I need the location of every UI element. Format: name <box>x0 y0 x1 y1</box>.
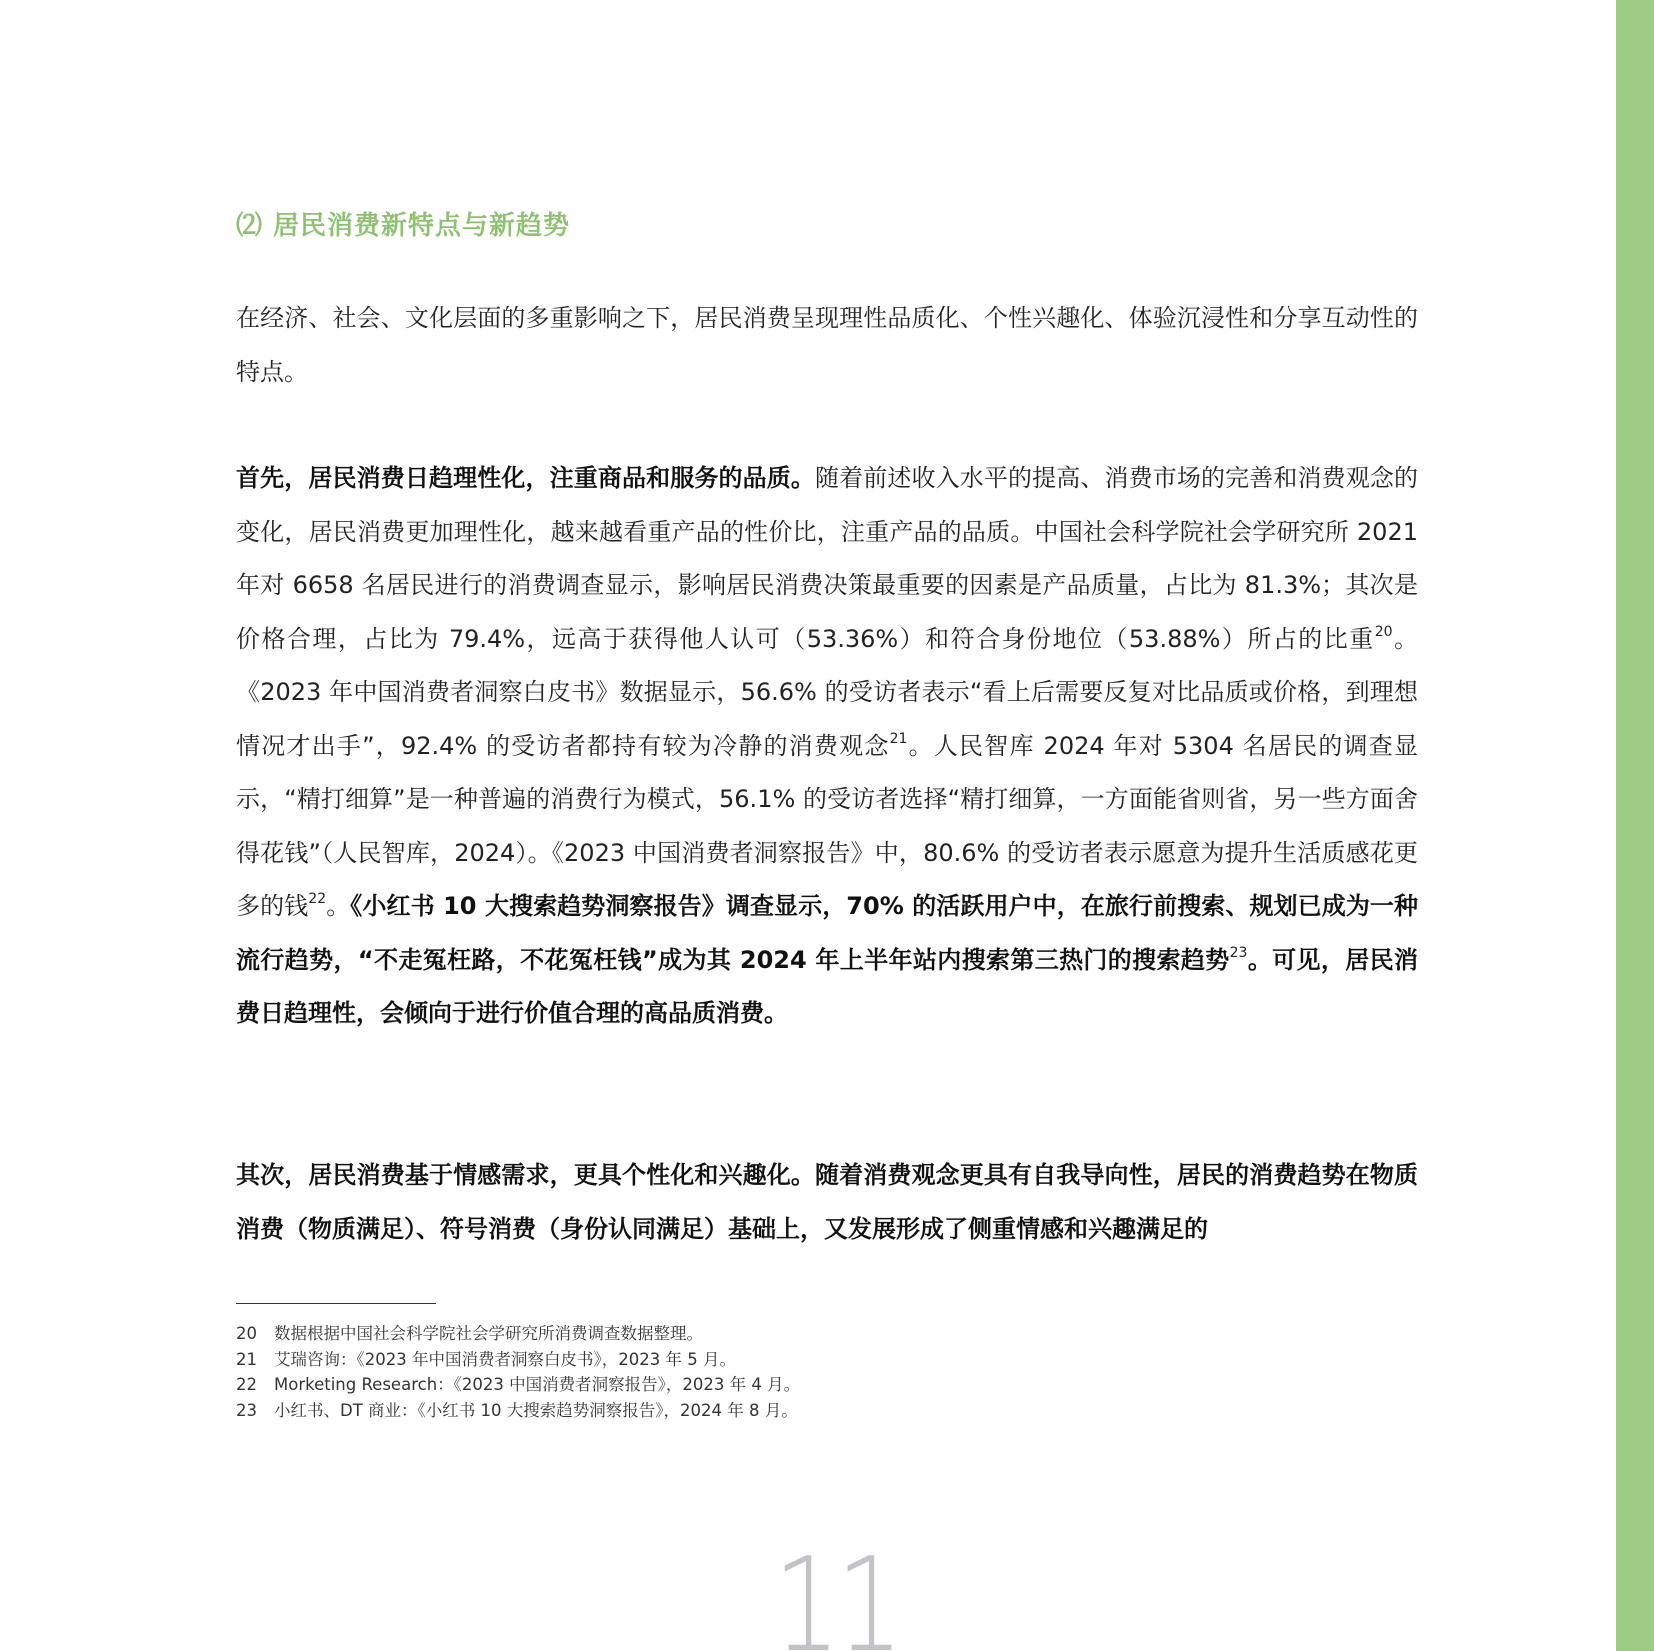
footnote-ref-20[interactable]: 20 <box>1374 623 1393 640</box>
second-text-bold: 其次，居民消费基于情感需求，更具个性化和兴趣化。随着消费观念更具有自我导向性，居民的消费趋势在物质消费（物质满足）、符号消费（身份认同满足）基础上，又发展形成了侧重情感和兴趣满足的 <box>236 1161 1418 1243</box>
first-lead-bold: 首先，居民消费日趋理性化，注重商品和服务的品质。 <box>236 464 815 492</box>
footnote-divider <box>236 1303 436 1304</box>
footnote-text: 数据根据中国社会科学院社会学研究所消费调查数据整理。 <box>274 1324 703 1343</box>
footnote-ref-21[interactable]: 21 <box>889 730 908 747</box>
first-text-3: 。人民智库 2024 年对 5304 名居民的调查显示，“精打细算”是一种普遍的消费行为模式，56.1% 的受访者选择“精打细算，一方面能省则省，另一些方面舍得花钱”（人民智库，2024）。《2023 中国消费者洞察报告》中，80.6% 的受访者表示愿意为提升生活质感花更多的钱 <box>236 731 1418 920</box>
first-bold-1: 《小红书 10 大搜索趋势洞察报告》调查显示，70% 的活跃用户中，在旅行前搜索、规划已成为一种流行趋势，“不走冤枉路，不花冤枉钱”成为其 2024 年上半年站内搜索第三热门的搜索趋势 <box>236 892 1419 974</box>
section-heading: ⑵ 居民消费新特点与新趋势 <box>236 211 571 241</box>
footnote-item <box>236 1347 800 1373</box>
first-text-4: 。 <box>326 892 351 920</box>
footnotes-list <box>236 1321 800 1423</box>
footnote-item <box>236 1321 800 1347</box>
footnote-item <box>236 1398 800 1424</box>
footnote-text: 小红书、DT 商业：《小红书 10 大搜索趋势洞察报告》，2024 年 8 月。 <box>274 1400 798 1420</box>
first-paragraph <box>236 452 1418 1041</box>
second-paragraph <box>236 1149 1418 1256</box>
first-text-1: 随着前述收入水平的提高、消费市场的完善和消费观念的变化，居民消费更加理性化，越来越看重产品的性价比，注重产品的品质。中国社会科学院社会学研究所 2021 年对 6658 名居民进行的消费调查显示，影响居民消费决策最重要的因素是产品质量，占比为 81.3%；其次是价格合理，占比为 79.4%，远高于获得他人认可（53.36%）和符合身份地位（53.88%）所占的比重 <box>236 464 1418 653</box>
first-bold-2: 。可见，居民消费日趋理性，会倾向于进行价值合理的高品质消费。 <box>236 945 1419 1027</box>
footnote-item <box>236 1372 800 1398</box>
page-number: 11 <box>773 1529 899 1651</box>
intro-paragraph <box>236 292 1418 399</box>
footnote-number: 23 <box>236 1400 257 1420</box>
footnote-ref-22[interactable]: 22 <box>308 891 327 907</box>
footnote-number: 20 <box>236 1324 257 1343</box>
footnote-text: 艾瑞咨询：《2023 年中国消费者洞察白皮书》，2023 年 5 月。 <box>274 1349 736 1369</box>
footnote-number: 21 <box>236 1349 257 1369</box>
footnote-ref-23[interactable]: 23 <box>1229 944 1248 961</box>
side-accent-bar <box>1616 0 1654 1651</box>
footnote-number: 22 <box>236 1375 257 1394</box>
first-text-2: 。《2023 年中国消费者洞察白皮书》数据显示，56.6% 的受访者表示“看上后需要反复对比品质或价格，到理想情况才出手”，92.4% 的受访者都持有较为冷静的消费观念 <box>236 624 1418 760</box>
footnote-text: Morketing Research：《2023 中国消费者洞察报告》，2023 年 4 月。 <box>274 1375 801 1394</box>
intro-text: 在经济、社会、文化层面的多重影响之下，居民消费呈现理性品质化、个性兴趣化、体验沉浸性和分享互动性的特点。 <box>236 304 1418 386</box>
